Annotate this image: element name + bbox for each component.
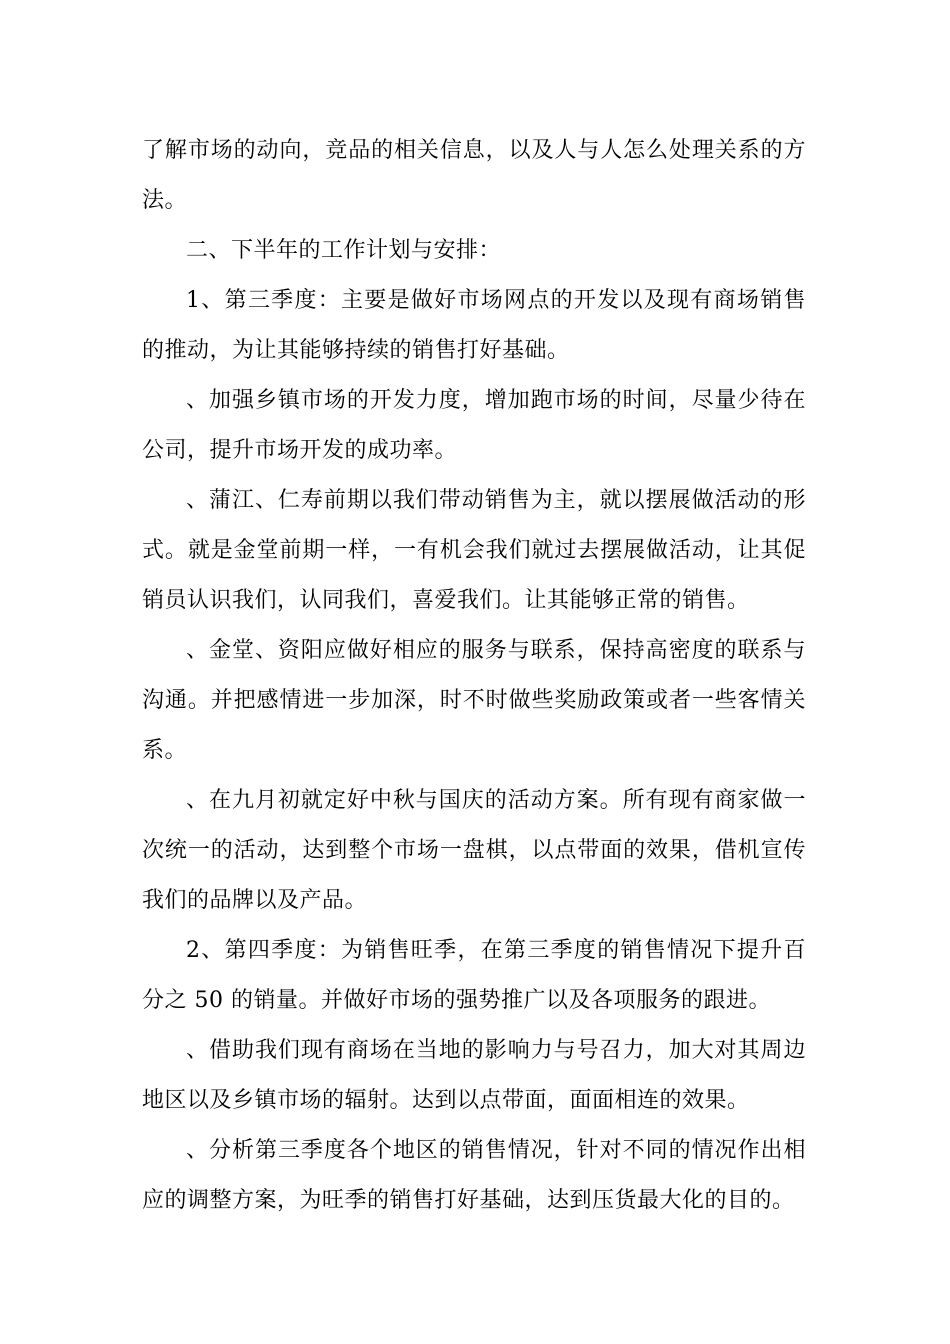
paragraph-q3-item-1: 、加强乡镇市场的开发力度，增加跑市场的时间，尽量少待在公司，提升市场开发的成功率。	[142, 388, 806, 463]
document-body	[142, 126, 806, 1226]
paragraph-q3-item-2: 、蒲江、仁寿前期以我们带动销售为主，就以摆展做活动的形式。就是金堂前期一样，一有机会我们就过去摆展做活动，让其促销员认识我们，认同我们，喜爱我们。让其能够正常的销售。	[142, 488, 806, 613]
section-heading: 二、下半年的工作计划与安排：	[186, 238, 502, 263]
paragraph-q4-overview: 2、第四季度：为销售旺季，在第三季度的销售情况下提升百分之 50 的销量。并做好市场的强势推广以及各项服务的跟进。	[142, 938, 806, 1013]
paragraph-q3-item-3: 、金堂、资阳应做好相应的服务与联系，保持高密度的联系与沟通。并把感情进一步加深，时不时做些奖励政策或者一些客情关系。	[142, 638, 806, 763]
paragraph-continuation: 了解市场的动向，竞品的相关信息，以及人与人怎么处理关系的方法。	[142, 138, 806, 213]
paragraph-q4-item-2: 、分析第三季度各个地区的销售情况，针对不同的情况作出相应的调整方案，为旺季的销售打好基础，达到压货最大化的目的。	[142, 1138, 806, 1213]
paragraph-q4-item-1: 、借助我们现有商场在当地的影响力与号召力，加大对其周边地区以及乡镇市场的辐射。达到以点带面，面面相连的效果。	[142, 1038, 806, 1113]
paragraph-q3-item-4: 、在九月初就定好中秋与国庆的活动方案。所有现有商家做一次统一的活动，达到整个市场一盘棋，以点带面的效果，借机宣传我们的品牌以及产品。	[142, 788, 806, 913]
paragraph-q3-overview: 1、第三季度：主要是做好市场网点的开发以及现有商场销售的推动，为让其能够持续的销售打好基础。	[142, 288, 806, 363]
